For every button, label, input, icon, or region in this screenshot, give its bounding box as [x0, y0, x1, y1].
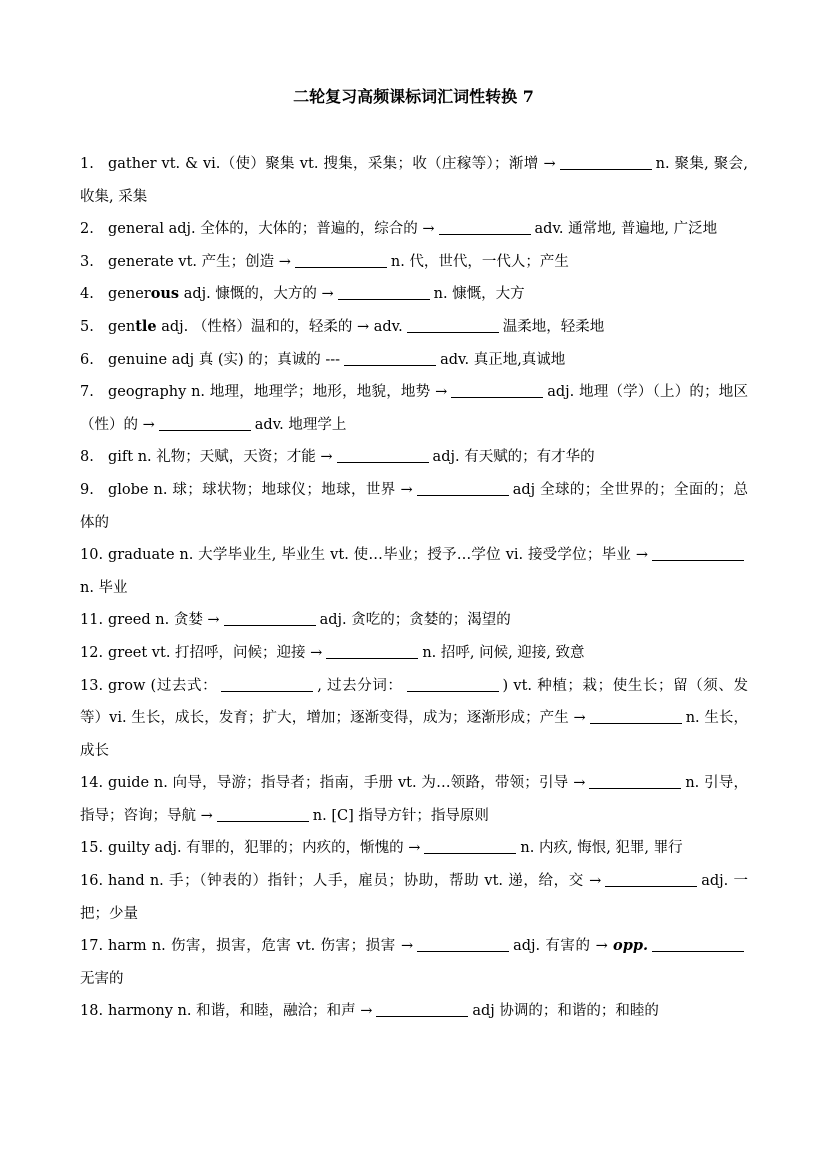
page-title: 二轮复习高频课标词汇词性转换 7 [293, 87, 534, 106]
answer-blank[interactable] [417, 481, 509, 496]
answer-blank[interactable] [560, 155, 652, 170]
answer-blank[interactable] [295, 253, 387, 268]
list-item-15: 15. guilty adj. 有罪的，犯罪的；内疚的，惭愧的 → n. 内疚, 悔恨, 犯罪, 罪行 [80, 840, 683, 857]
answer-blank[interactable] [652, 546, 744, 561]
list-item-12: 12. greet vt. 打招呼，问候；迎接 → n. 招呼, 问候, 迎接, 致意 [80, 644, 585, 661]
answer-blank[interactable] [407, 318, 499, 333]
answer-blank[interactable] [338, 285, 430, 300]
list-item-18: 18. harmony n. 和谐，和睦，融洽；和声 → adj 协调的；和谐的；和睦的 [80, 1003, 659, 1020]
answer-blank[interactable] [337, 448, 429, 463]
answer-blank[interactable] [424, 839, 516, 854]
list-item-2: 2. general adj. 全体的，大体的；普遍的，综合的 → adv. 通常地, 普遍地, 广泛地 [80, 221, 718, 238]
answer-blank[interactable] [344, 351, 436, 366]
answer-blank[interactable] [652, 937, 744, 952]
answer-blank[interactable] [407, 677, 499, 692]
list-item-14: 14. guide n. 向导，导游；指导者；指南，手册 vt. 为…领路，带领；引导 → n. 引导，指导；咨询；导航 → n. [C] 指导方针；指导原则 [80, 775, 748, 824]
answer-blank[interactable] [417, 937, 509, 952]
list-item-3: 3. generate vt. 产生；创造 → n. 代，世代，一代人；产生 [80, 253, 569, 270]
list-item-5: 5. gentle adj. （性格）温和的，轻柔的 → adv. 温柔地，轻柔地 [80, 317, 605, 335]
list-item-4: 4. generous adj. 慷慨的，大方的 → n. 慷慨，大方 [80, 285, 525, 303]
answer-blank[interactable] [326, 644, 418, 659]
answer-blank[interactable] [217, 807, 309, 822]
vocabulary-list [80, 148, 748, 1028]
answer-blank[interactable] [590, 709, 682, 724]
list-item-8: 8. gift n. 礼物；天赋，天资；才能 → adj. 有天赋的；有才华的 [80, 449, 595, 466]
answer-blank[interactable] [221, 677, 313, 692]
list-item-16: 16. hand n. 手；（钟表的）指针；人手，雇员；协助，帮助 vt. 递，给，交 → adj. 一把；少量 [80, 873, 748, 922]
answer-blank[interactable] [451, 383, 543, 398]
opposite-marker: opp. [613, 937, 649, 955]
answer-blank[interactable] [224, 611, 316, 626]
list-item-10: 10. graduate n. 大学毕业生, 毕业生 vt. 使…毕业；授予…学位 vi. 接受学位；毕业 →n. 毕业 [80, 539, 748, 604]
list-item-6: 6. genuine adj 真 (实) 的；真诚的 --- adv. 真正地,真诚地 [80, 351, 566, 368]
list-item-7: 7. geography n. 地理，地理学；地形，地貌，地势 → adj. 地理（学）（上）的；地区（性）的 → adv. 地理学上 [80, 384, 749, 433]
list-item-17: 17. harm n. 伤害，损害，危害 vt. 伤害；损害 → adj. 有害的 → opp.无害的 [80, 930, 748, 995]
list-item-1: 1. gather vt. & vi.（使）聚集 vt. 搜集，采集；收（庄稼等）；渐增 → n. 聚集, 聚会, 收集, 采集 [80, 156, 748, 205]
answer-blank[interactable] [605, 872, 697, 887]
answer-blank[interactable] [589, 774, 681, 789]
list-item-11: 11. greed n. 贪婪 → adj. 贪吃的；贪婪的；渴望的 [80, 612, 511, 629]
answer-blank[interactable] [439, 220, 531, 235]
list-item-9: 9. globe n. 球；球状物；地球仪；地球，世界 → adj 全球的；全世界的；全面的；总体的 [80, 481, 748, 531]
answer-blank[interactable] [159, 416, 251, 431]
list-item-13: 13. grow (过去式： , 过去分词： ) vt. 种植；栽；使生长；留（须、发等）vi. 生长，成长，发育；扩大，增加；逐渐变得，成为；逐渐形成；产生 → n. 生长，成长 [80, 677, 748, 759]
answer-blank[interactable] [376, 1002, 468, 1017]
